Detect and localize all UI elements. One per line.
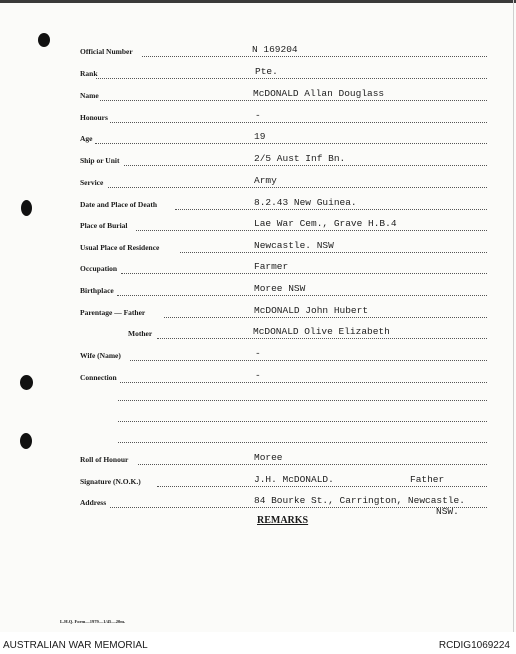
dotted-line bbox=[121, 273, 487, 274]
address-line-2: NSW. bbox=[436, 506, 459, 517]
dotted-line bbox=[117, 295, 487, 296]
field-label: Birthplace bbox=[80, 286, 114, 295]
blank-line bbox=[118, 400, 487, 401]
field-wife bbox=[0, 348, 516, 364]
blank-line bbox=[118, 442, 487, 443]
dotted-line bbox=[100, 100, 487, 101]
dotted-line bbox=[157, 338, 487, 339]
field-name bbox=[0, 88, 516, 104]
field-label: Name bbox=[80, 91, 99, 100]
dotted-line bbox=[96, 78, 487, 79]
dotted-line bbox=[110, 122, 487, 123]
field-label: Date and Place of Death bbox=[80, 200, 158, 209]
field-mother bbox=[0, 326, 516, 342]
dotted-line bbox=[120, 382, 487, 383]
dotted-line bbox=[164, 317, 487, 318]
field-value: Army bbox=[254, 175, 277, 186]
dotted-line bbox=[175, 209, 487, 210]
field-honours bbox=[0, 110, 516, 126]
dotted-line bbox=[142, 56, 487, 57]
field-value: Moree bbox=[254, 452, 283, 463]
field-father bbox=[0, 305, 516, 321]
field-label: Occupation bbox=[80, 264, 118, 273]
field-value: 84 Bourke St., Carrington, Newcastle. bbox=[254, 495, 465, 506]
field-label: Place of Burial bbox=[80, 221, 128, 230]
dotted-line bbox=[124, 165, 487, 166]
field-occupation bbox=[0, 261, 516, 277]
field-value: McDONALD Allan Douglass bbox=[253, 88, 385, 99]
field-label: Parentage — Father bbox=[80, 308, 146, 317]
field-label: Age bbox=[80, 134, 93, 143]
field-value: - bbox=[255, 348, 261, 359]
field-label: Connection bbox=[80, 373, 117, 382]
field-date-place-of-death bbox=[0, 197, 516, 213]
form-number: L.H.Q. Form—1979—1/45—20m. bbox=[60, 619, 126, 624]
field-value: Farmer bbox=[254, 261, 289, 272]
field-value: 2/5 Aust Inf Bn. bbox=[254, 153, 346, 164]
field-signature bbox=[0, 474, 516, 490]
field-label: Signature (N.O.K.) bbox=[80, 477, 141, 486]
field-age bbox=[0, 131, 516, 147]
dotted-line bbox=[136, 230, 487, 231]
field-label: Official Number bbox=[80, 47, 133, 56]
dotted-line bbox=[157, 486, 487, 487]
remarks-heading: REMARKS bbox=[257, 515, 309, 526]
archive-footer bbox=[0, 632, 516, 654]
field-value: - bbox=[255, 370, 261, 381]
field-usual-residence bbox=[0, 240, 516, 256]
dotted-line bbox=[110, 507, 487, 508]
field-value: Lae War Cem., Grave H.B.4 bbox=[254, 218, 397, 229]
record-id: RCDIG1069224 bbox=[438, 640, 510, 651]
field-value: Pte. bbox=[255, 66, 278, 77]
field-value: N 169204 bbox=[252, 44, 298, 55]
field-ship-or-unit bbox=[0, 153, 516, 169]
field-label: Mother bbox=[128, 329, 153, 338]
field-connection bbox=[0, 370, 516, 386]
field-label: Ship or Unit bbox=[80, 156, 120, 165]
archive-name: AUSTRALIAN WAR MEMORIAL bbox=[3, 640, 148, 651]
field-label: Address bbox=[80, 498, 107, 507]
field-label: Usual Place of Residence bbox=[80, 243, 160, 252]
field-value: McDONALD Olive Elizabeth bbox=[253, 326, 390, 337]
top-border bbox=[0, 0, 516, 3]
dotted-line bbox=[130, 360, 487, 361]
dotted-line bbox=[95, 143, 487, 144]
dotted-line bbox=[138, 464, 487, 465]
field-rank bbox=[0, 66, 516, 82]
field-birthplace bbox=[0, 283, 516, 299]
field-label: Service bbox=[80, 178, 104, 187]
field-value: 8.2.43 New Guinea. bbox=[254, 197, 357, 208]
field-value: J.H. McDONALD. bbox=[254, 474, 334, 485]
field-value: Newcastle. NSW bbox=[254, 240, 334, 251]
field-label: Roll of Honour bbox=[80, 455, 129, 464]
field-label: Honours bbox=[80, 113, 108, 122]
field-label: Wife (Name) bbox=[80, 351, 121, 360]
field-service bbox=[0, 175, 516, 191]
field-place-of-burial bbox=[0, 218, 516, 234]
field-official-number bbox=[0, 44, 516, 60]
signature-relation: Father bbox=[410, 474, 445, 485]
dotted-line bbox=[180, 252, 487, 253]
field-label: Rank bbox=[80, 69, 98, 78]
field-value: Moree NSW bbox=[254, 283, 306, 294]
field-value: McDONALD John Hubert bbox=[254, 305, 369, 316]
punch-hole-4 bbox=[20, 433, 32, 449]
blank-line bbox=[118, 421, 487, 422]
field-roll-of-honour bbox=[0, 452, 516, 468]
field-value: - bbox=[255, 110, 261, 121]
field-value: 19 bbox=[254, 131, 266, 142]
dotted-line bbox=[108, 187, 487, 188]
